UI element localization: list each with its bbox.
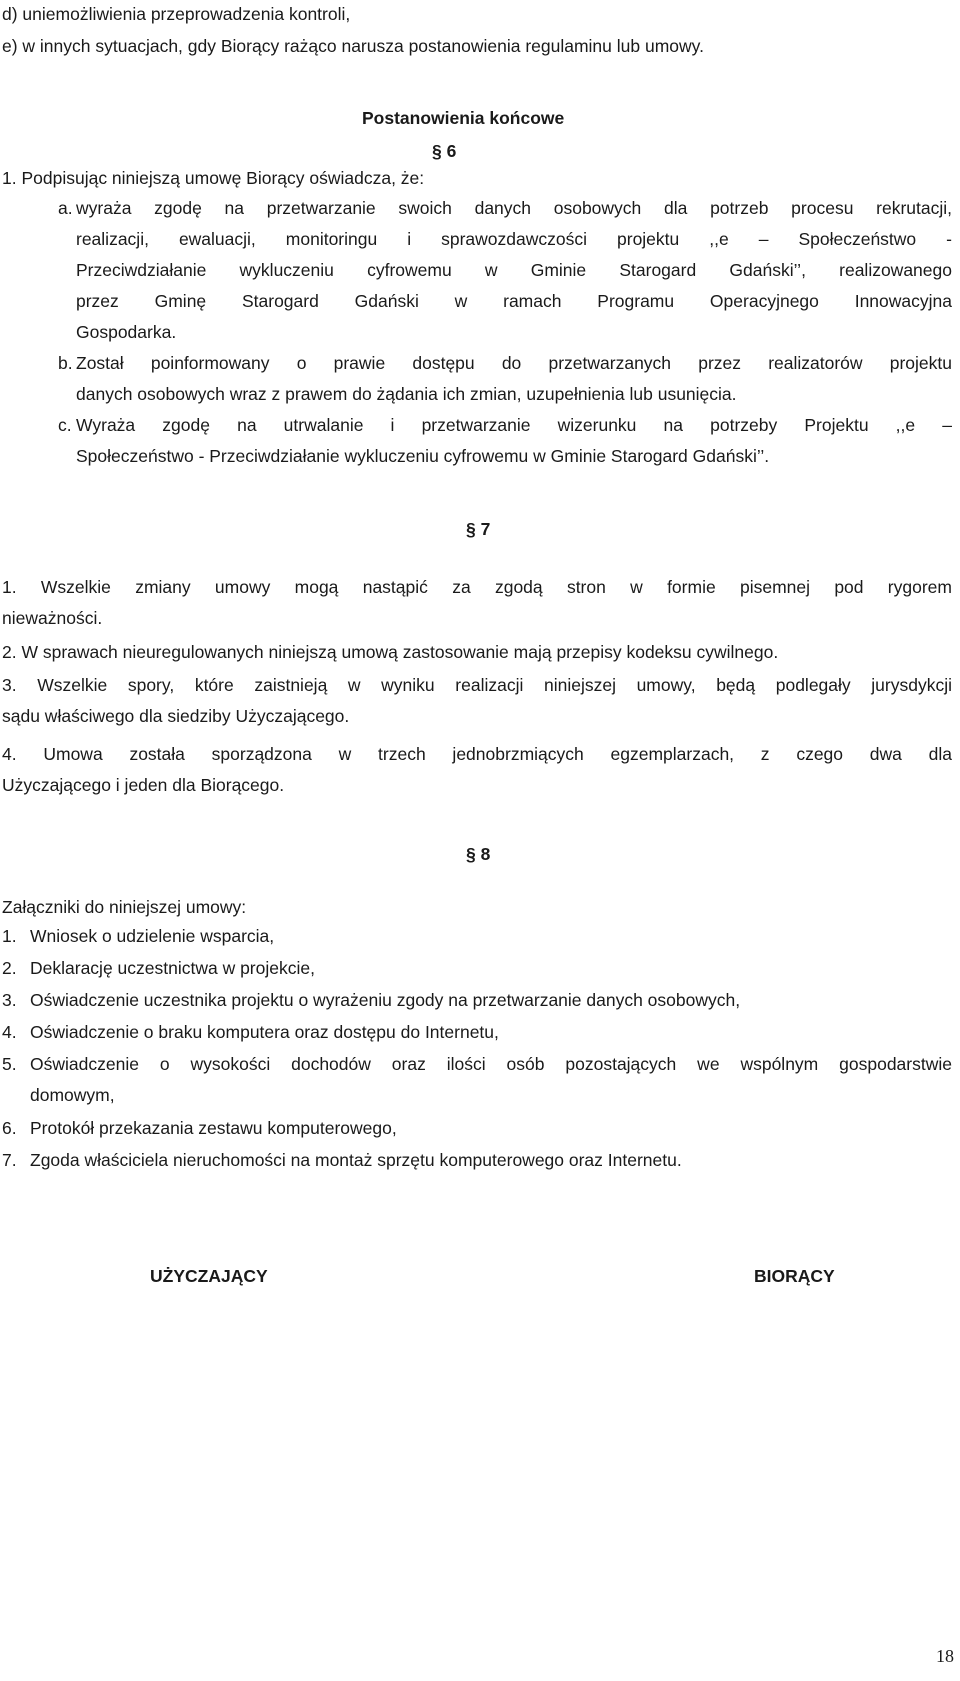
attachment-item: Wniosek o udzielenie wsparcia, [30,926,275,946]
paragraph-7-3: 3. Wszelkie spory, które zaistnieją w wyniku realizacji niniejszej umowy, będą podlegały jurysdykcji [2,675,952,695]
list-item-d: d) uniemożliwienia przeprowadzenia kontroli, [2,4,351,24]
attachments-intro: Załączniki do niniejszej umowy: [2,897,247,917]
paragraph-7-1-cont: nieważności. [2,608,103,628]
section-number-7: § 7 [466,519,491,539]
item-b-line: danych osobowych wraz z prawem do żądania ich zmian, uzupełnienia lub usunięcia. [76,384,737,404]
attachment-number: 2. [2,958,17,978]
item-c-marker: c. [58,415,72,435]
item-a-line: wyraża zgodę na przetwarzanie swoich danych osobowych dla potrzeb procesu rekrutacji, [76,198,952,218]
attachment-number: 6. [2,1118,17,1138]
item-a-line: Przeciwdziałanie wykluczeniu cyfrowemu w Gminie Starogard Gdański’’, realizowanego [76,260,952,280]
attachment-item: Oświadczenie uczestnika projektu o wyrażeniu zgody na przetwarzanie danych osobowych, [30,990,741,1010]
item-c-line: Wyraża zgodę na utrwalanie i przetwarzanie wizerunku na potrzeby Projektu ,,e – [76,415,952,435]
attachment-item: Protokół przekazania zestawu komputerowego, [30,1118,397,1138]
paragraph-7-3-cont: sądu właściwego dla siedziby Użyczającego. [2,706,350,726]
attachment-number: 7. [2,1150,17,1170]
attachment-item: Oświadczenie o wysokości dochodów oraz ilości osób pozostających we wspólnym gospodarstwie [30,1054,952,1074]
item-a-line: przez Gminę Starogard Gdański w ramach Programu Operacyjnego Innowacyjna [76,291,952,311]
page-number: 18 [936,1646,954,1666]
paragraph-7-4: 4. Umowa została sporządzona w trzech jednobrzmiących egzemplarzach, z czego dwa dla [2,744,952,764]
signature-lender: UŻYCZAJĄCY [150,1266,268,1286]
paragraph-7-2: 2. W sprawach nieuregulowanych niniejszą umową zastosowanie mają przepisy kodeksu cywilnego. [2,642,779,662]
attachment-number: 3. [2,990,17,1010]
attachment-number: 4. [2,1022,17,1042]
paragraph-7-4-cont: Użyczającego i jeden dla Biorącego. [2,775,285,795]
list-item-e: e) w innych sytuacjach, gdy Biorący rażąco narusza postanowienia regulaminu lub umowy. [2,36,704,56]
attachment-item-cont: domowym, [30,1085,115,1105]
section-heading: Postanowienia końcowe [362,108,565,128]
item-a-line: Gospodarka. [76,322,177,342]
attachment-item: Oświadczenie o braku komputera oraz dostępu do Internetu, [30,1022,499,1042]
attachment-number: 1. [2,926,17,946]
attachment-item: Zgoda właściciela nieruchomości na montaż sprzętu komputerowego oraz Internetu. [30,1150,682,1170]
item-b-line: Został poinformowany o prawie dostępu do przetwarzanych przez realizatorów projektu [76,353,952,373]
item-c-line: Społeczeństwo - Przeciwdziałanie wykluczeniu cyfrowemu w Gminie Starogard Gdański’’. [76,446,770,466]
attachment-number: 5. [2,1054,17,1074]
paragraph-7-1: 1. Wszelkie zmiany umowy mogą nastąpić za zgodą stron w formie pisemnej pod rygorem [2,577,952,597]
signature-borrower: BIORĄCY [754,1266,835,1286]
attachment-item: Deklarację uczestnictwa w projekcie, [30,958,315,978]
item-a-marker: a. [58,198,73,218]
section-number-6: § 6 [432,141,457,161]
item-b-marker: b. [58,353,73,373]
section-number-8: § 8 [466,844,491,864]
item-a-line: realizacji, ewaluacji, monitoringu i sprawozdawczości projektu ,,e – Społeczeństwo - [76,229,952,249]
paragraph-6-1: 1. Podpisując niniejszą umowę Biorący oświadcza, że: [2,168,425,188]
